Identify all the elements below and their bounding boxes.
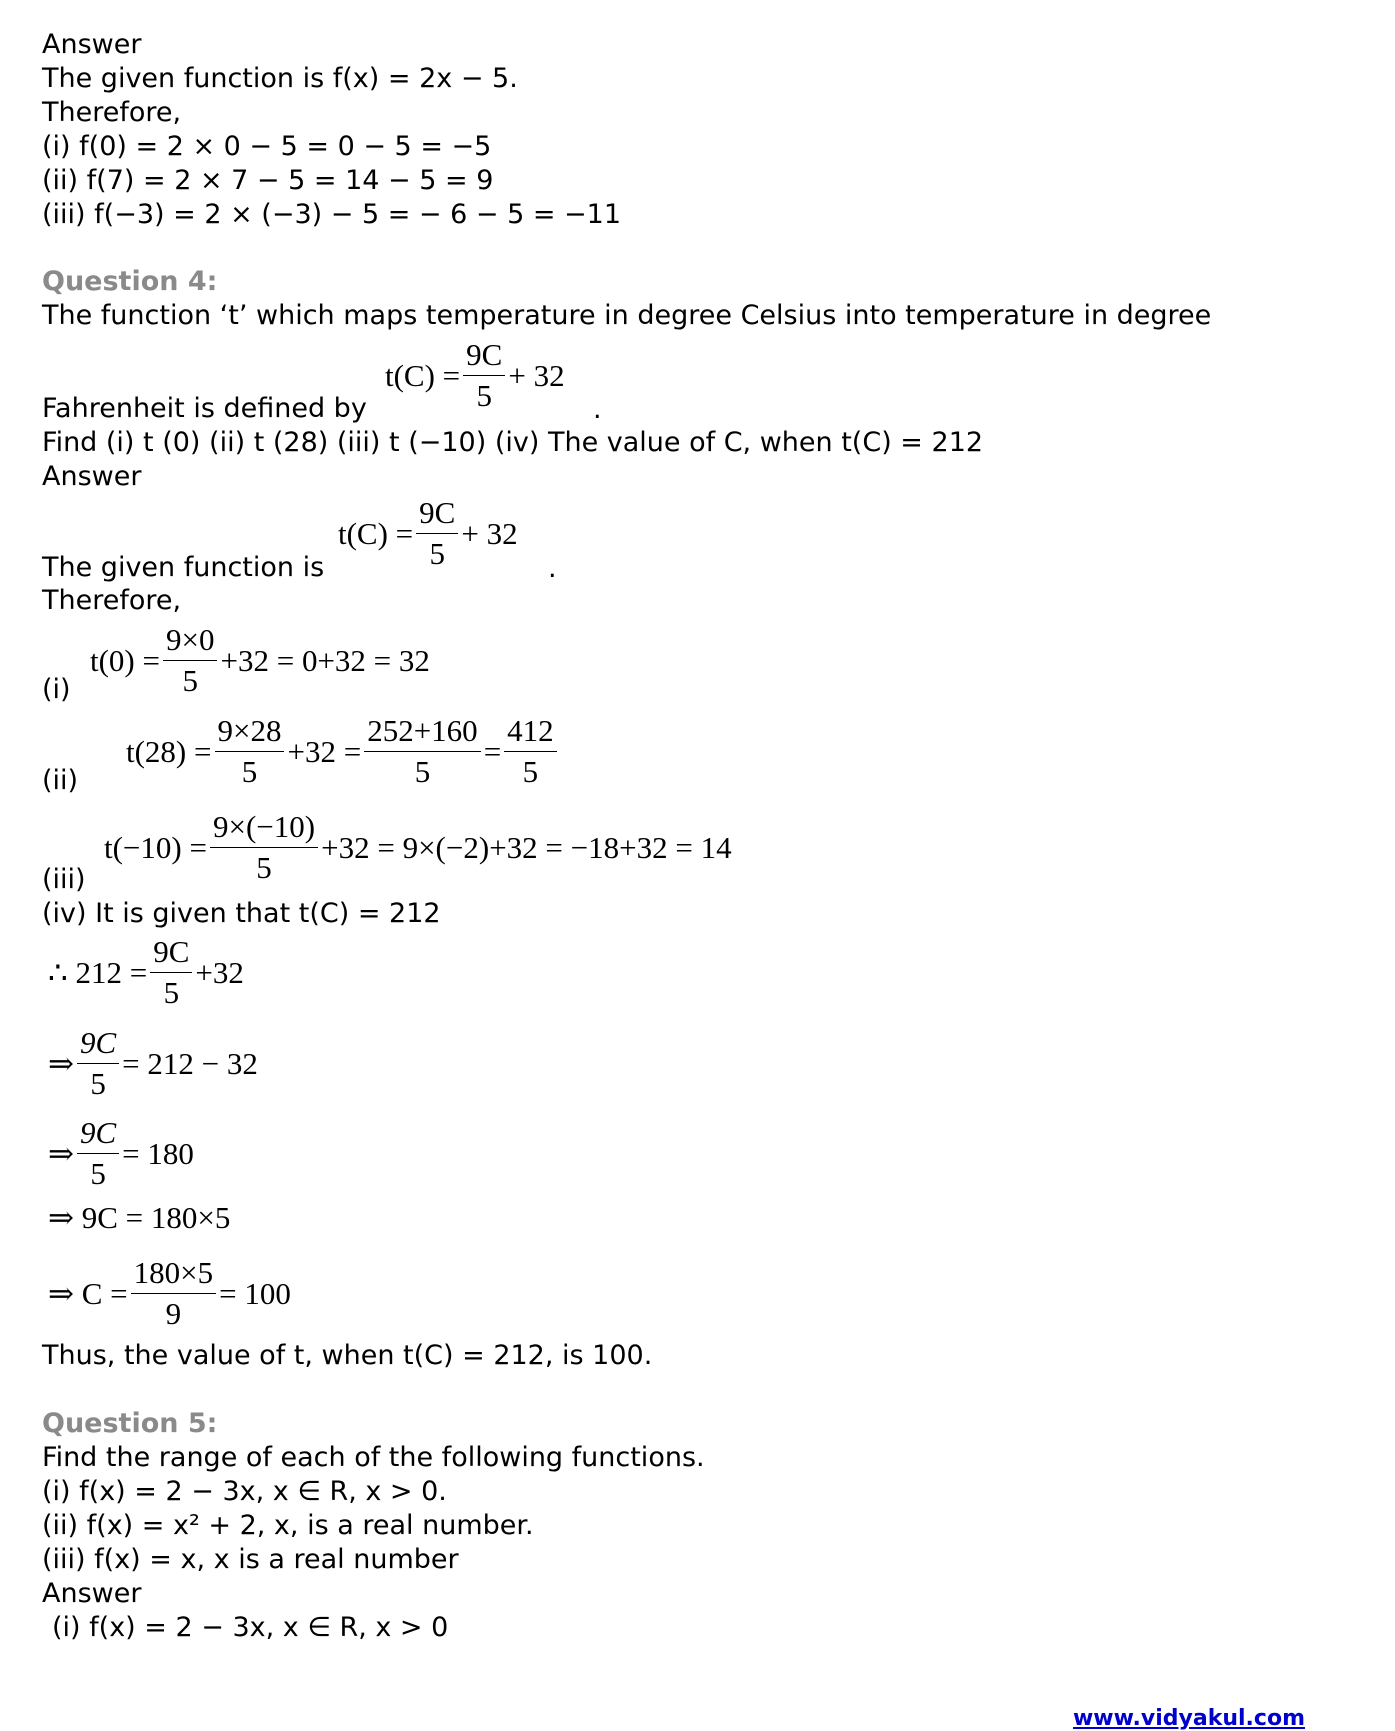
footer-website-link[interactable]: www.vidyakul.com [1072,1706,1305,1731]
label-ii: (ii) [42,765,79,796]
question-5-part-ii: (ii) f(x) = x² + 2, x, is a real number. [42,1510,534,1541]
part-i-result: (i) f(0) = 2 × 0 − 5 = 0 − 5 = −5 [42,131,492,162]
equation-ii: t(28) = $\frac{9\times 28}{5}$ +32 = $\frac{252+160}{5}$ = $\frac{412}{5}$ [126,711,560,792]
equation-iii: t(−10) = $\frac{9\times(-10)}{5}$ +32 = 9×(−2)+32 = −18+32 = 14 [104,809,732,885]
question-5-heading: Question 5: [42,1408,218,1439]
step-2: ⇒ $\frac{9C}{5}$ = 212 − 32 [48,1025,258,1101]
definition-text: Fahrenheit is defined by [42,393,367,424]
equation-i: t(0) = $\frac{9\times 0}{5}$ +32 = 0+32 = 32 [90,622,430,698]
period-mark: . [548,553,557,584]
label-i: (i) [42,674,71,705]
question-4-find: Find (i) t (0) (ii) t (28) (iii) t (−10) (iv) The value of C, when t(C) = 212 [42,427,984,458]
part-ii-result: (ii) f(7) = 2 × 7 − 5 = 14 − 5 = 9 [42,165,494,196]
part-iv-text: (iv) It is given that t(C) = 212 [42,898,441,929]
question-5-text: Find the range of each of the following functions. [42,1442,705,1473]
given-function-text: The given function is [42,552,325,583]
period-mark: . [593,394,602,425]
step-4: ⇒ 9C = 180×5 [48,1200,231,1235]
given-function-text: The given function is f(x) = 2x − 5. [42,63,518,94]
question-5-part-iii: (iii) f(x) = x, x is a real number [42,1544,459,1575]
therefore-text: Therefore, [42,97,182,128]
part-iii-result: (iii) f(−3) = 2 × (−3) − 5 = − 6 − 5 = −11 [42,199,622,230]
given-equation: t(C) = $\frac{9C}{5}$ + 32 [338,495,518,571]
step-3: ⇒ $\frac{9C}{5}$ = 180 [48,1115,194,1191]
question-4-text: The function ‘t’ which maps temperature in degree Celsius into temperature in degree [42,300,1212,331]
answer-label: Answer [42,1578,142,1609]
answer-label: Answer [42,461,142,492]
label-iii: (iii) [42,864,86,895]
answer-label: Answer [42,29,142,60]
step-5: ⇒ C = $\frac{180\times 5}{9}$ = 100 [48,1255,291,1331]
answer-5-part-i: (i) f(x) = 2 − 3x, x ∈ R, x > 0 [52,1612,449,1643]
question-4-heading: Question 4: [42,266,218,297]
question-5-part-i: (i) f(x) = 2 − 3x, x ∈ R, x > 0. [42,1476,447,1507]
definition-equation: t(C) = $\frac{9C}{5}$ + 32 [385,337,565,413]
conclusion-text: Thus, the value of t, when t(C) = 212, is 100. [42,1340,653,1371]
step-1: ∴ 212 = $\frac{9C}{5}$ +32 [48,934,244,1010]
therefore-text: Therefore, [42,585,182,616]
